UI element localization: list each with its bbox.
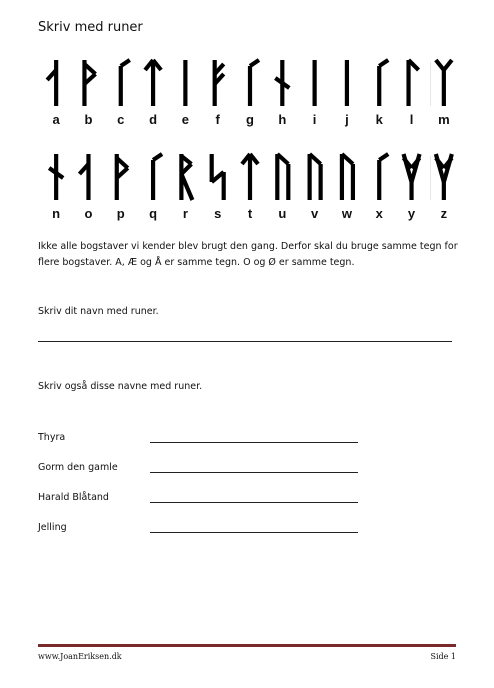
rune-c-icon: [121, 60, 130, 106]
answer-line-thyra[interactable]: [150, 442, 358, 443]
letter-y: y: [407, 206, 416, 221]
rune-h-icon: [275, 60, 289, 106]
letter-n: n: [52, 206, 61, 221]
rune-d-icon: [145, 60, 161, 106]
divider: [430, 62, 431, 106]
rune-y-icon: [404, 154, 420, 200]
page-title: Skriv med runer: [38, 20, 143, 35]
letter-l: l: [409, 112, 414, 127]
letter-k: k: [375, 112, 383, 127]
rune-k-icon: [379, 60, 388, 106]
rune-r-icon: [181, 154, 192, 200]
name-label-harald: Harald Blåtand: [38, 492, 109, 503]
letter-j: j: [345, 112, 349, 127]
letter-f: f: [215, 112, 220, 127]
rune-g-icon: [250, 60, 259, 106]
letter-r: r: [182, 206, 188, 221]
rune-b-icon: [84, 60, 95, 106]
rune-glyphs-row-1: [40, 58, 460, 110]
rune-s-icon: [212, 154, 224, 200]
rune-alphabet-row-1: [40, 58, 460, 130]
rune-u-icon: [277, 154, 288, 200]
letter-g: g: [246, 112, 254, 127]
name-label-gorm: Gorm den gamle: [38, 462, 118, 473]
letter-o: o: [84, 206, 93, 221]
letter-u: u: [278, 206, 287, 221]
rune-p-icon: [117, 154, 128, 200]
answer-line-gorm[interactable]: [150, 472, 358, 473]
write-your-name-prompt: Skriv dit navn med runer.: [38, 306, 159, 317]
letter-i: i: [312, 112, 317, 127]
letter-x: x: [375, 206, 383, 221]
rune-alphabet-row-2: [40, 152, 460, 224]
name-label-thyra: Thyra: [38, 432, 66, 443]
letter-p: p: [116, 206, 125, 221]
rune-o-icon: [79, 154, 88, 200]
answer-line-harald[interactable]: [150, 502, 358, 503]
letter-q: q: [149, 206, 158, 221]
footer-page-number: Side 1: [430, 652, 456, 661]
footer-website: www.JoanEriksen.dk: [38, 652, 122, 661]
rune-glyphs-row-2: [40, 152, 460, 204]
letter-d: d: [149, 112, 158, 127]
letter-a: a: [52, 112, 60, 127]
letter-e: e: [181, 112, 189, 127]
letter-v: v: [310, 206, 319, 221]
rune-l-icon: [409, 60, 419, 106]
letter-c: c: [117, 112, 125, 127]
rune-m-icon: [436, 60, 452, 106]
letter-w: w: [341, 206, 352, 221]
letter-s: s: [214, 206, 222, 221]
rune-w-icon: [342, 154, 353, 200]
rune-f-icon: [215, 60, 224, 106]
divider: [430, 156, 431, 200]
letter-h: h: [278, 112, 287, 127]
letter-z: z: [440, 206, 448, 221]
rune-v-icon: [310, 154, 321, 200]
letter-m: m: [438, 112, 450, 127]
rune-t-icon: [242, 154, 258, 200]
rune-z-icon: [436, 154, 452, 200]
answer-line-jelling[interactable]: [150, 532, 358, 533]
instructions-text: Ikke alle bogstaver vi kender blev brugt den gang. Derfor skal du bruge samme tegn for flere bogstaver. A, Æ og Å er samme tegn. O og Ø er samme tegn.: [38, 241, 458, 268]
write-names-prompt: Skriv også disse navne med runer.: [38, 381, 203, 392]
rune-n-icon: [49, 154, 63, 200]
rune-x-icon: [379, 154, 388, 200]
letter-b: b: [84, 112, 93, 127]
rune-a-icon: [47, 60, 56, 106]
letter-t: t: [247, 206, 253, 221]
your-name-answer-line[interactable]: [38, 341, 452, 342]
footer-rule: [38, 644, 456, 647]
rune-q-icon: [153, 154, 162, 200]
name-label-jelling: Jelling: [38, 522, 67, 533]
